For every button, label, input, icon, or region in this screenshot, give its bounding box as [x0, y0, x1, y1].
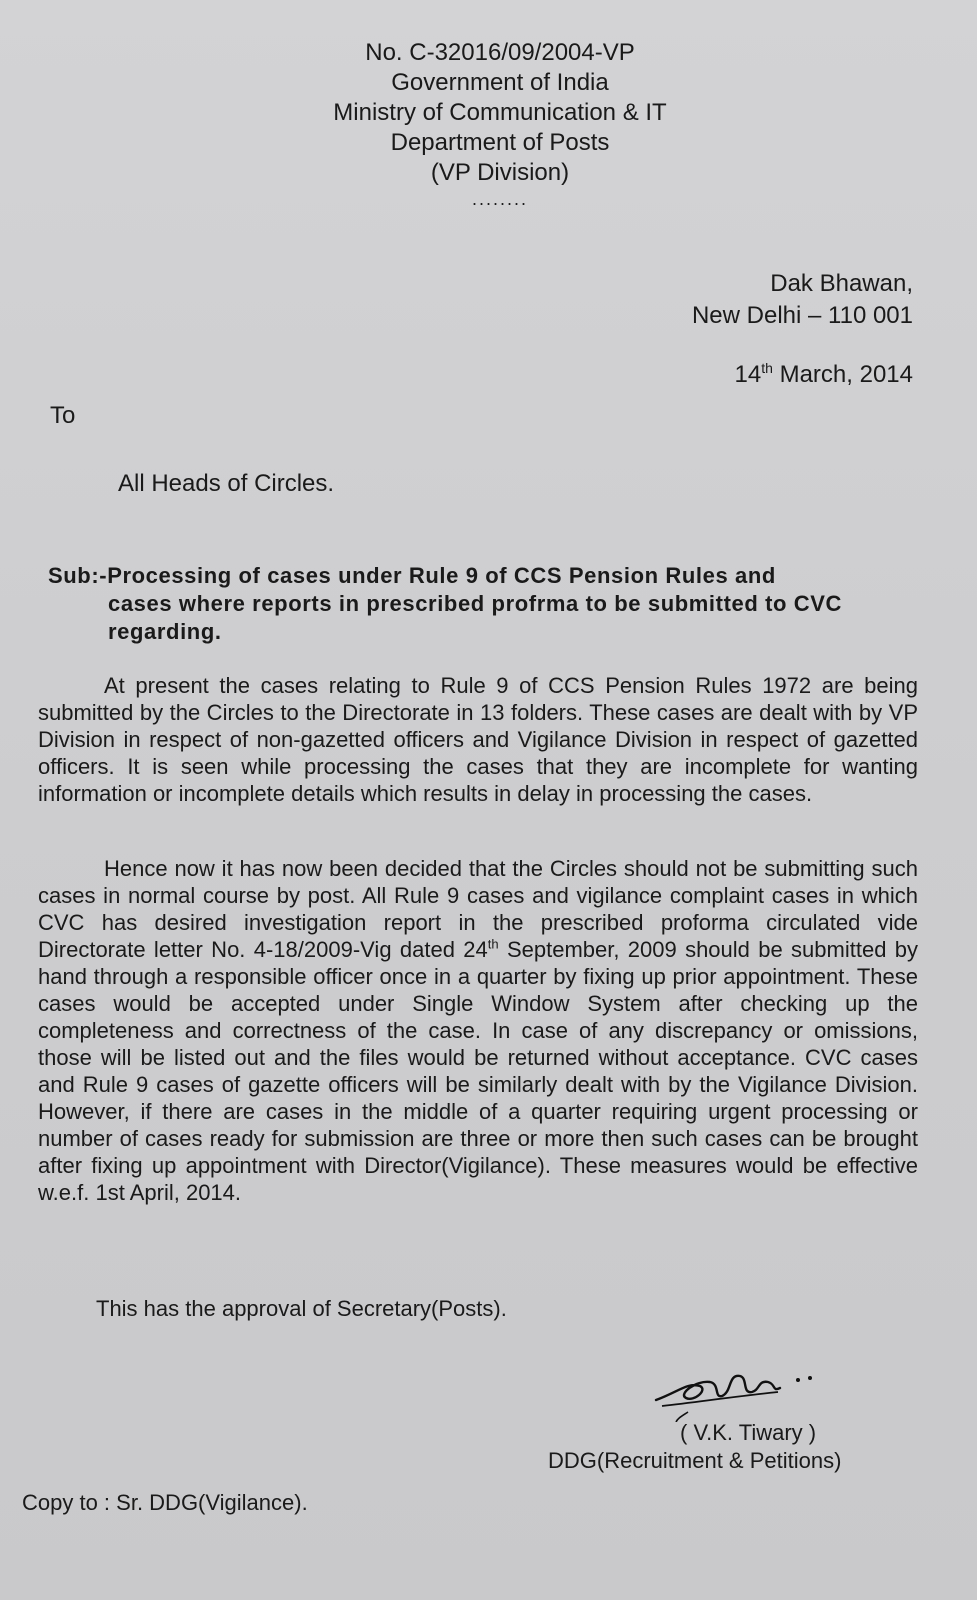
- signatory-designation: DDG(Recruitment & Petitions): [548, 1448, 842, 1473]
- department-name: Department of Posts: [390, 129, 610, 156]
- paragraph-2-sup: th: [487, 936, 499, 952]
- subject-line-2: cases where reports in prescribed profrma to be submitted to CVC regarding.: [108, 591, 843, 644]
- signatory-name: ( V.K. Tiwary ): [680, 1420, 817, 1445]
- to-label: To: [50, 402, 76, 429]
- address-line-2: New Delhi – 110 001: [691, 302, 913, 329]
- date-rest: March, 2014: [772, 361, 913, 388]
- paragraph-3: This has the approval of Secretary(Posts).: [96, 1296, 507, 1321]
- government-name: Government of India: [391, 69, 609, 96]
- paragraph-1: At present the cases relating to Rule 9 of CCS Pension Rules 1972 are being submitted by the Circles to the Directorate in 13 folders. These cases are dealt with by VP Division in respect of non-gazetted officers and Vigilance Division in respect of gazetted officers. It is seen while processing the cases that they are incomplete for wanting information or incomplete details which results in delay in processing the cases.: [38, 673, 918, 806]
- ministry-name: Ministry of Communication & IT: [333, 99, 667, 126]
- handwritten-signature: [648, 1352, 828, 1422]
- letter-header: [290, 38, 710, 210]
- file-number: No. C-32016/09/2004-VP: [365, 39, 635, 66]
- copy-to: Copy to : Sr. DDG(Vigilance).: [22, 1490, 308, 1515]
- subject-label: Sub:-: [48, 563, 108, 588]
- subject: [48, 562, 920, 646]
- header-separator: ........: [471, 189, 528, 209]
- sender-address: [692, 268, 913, 332]
- paragraph-2-part-2: September, 2009 should be submitted by hand through a responsible officer once in a quarter by fixing up prior appointment. These cases would be accepted under Single Window System after checking up the completeness and correctness of the case. In case of any discrepancy or omissions, those will be listed out and the files would be returned without acceptance. CVC cases and Rule 9 cases of gazette officers will be similarly dealt with by the Vigilance Division. However, if there are cases in the middle of a quarter requiring urgent processing or number of cases ready for submission are three or more then such cases can be brought after fixing up appointment with Director(Vigilance). These measures would be effective w.e.f. 1st April, 2014.: [38, 937, 918, 1205]
- address-line-1: Dak Bhawan,: [770, 270, 913, 297]
- addressee: All Heads of Circles.: [118, 470, 335, 497]
- date-suffix: th: [761, 360, 773, 376]
- paragraph-2-part-1: Hence now it has now been decided that the Circles should not be submitting such cases in normal course by post. All Rule 9 cases and vigilance complaint cases in which CVC has desired investigation report in the prescribed proforma circulated vide Directorate letter No. 4-18/2009-Vig dated 24: [38, 856, 918, 962]
- letter-date: [735, 360, 913, 389]
- subject-line-1: Processing of cases under Rule 9 of CCS Pension Rules and: [107, 563, 776, 588]
- date-day: 14: [734, 361, 762, 388]
- division-name: (VP Division): [430, 159, 570, 186]
- paragraph-2: [38, 855, 918, 1206]
